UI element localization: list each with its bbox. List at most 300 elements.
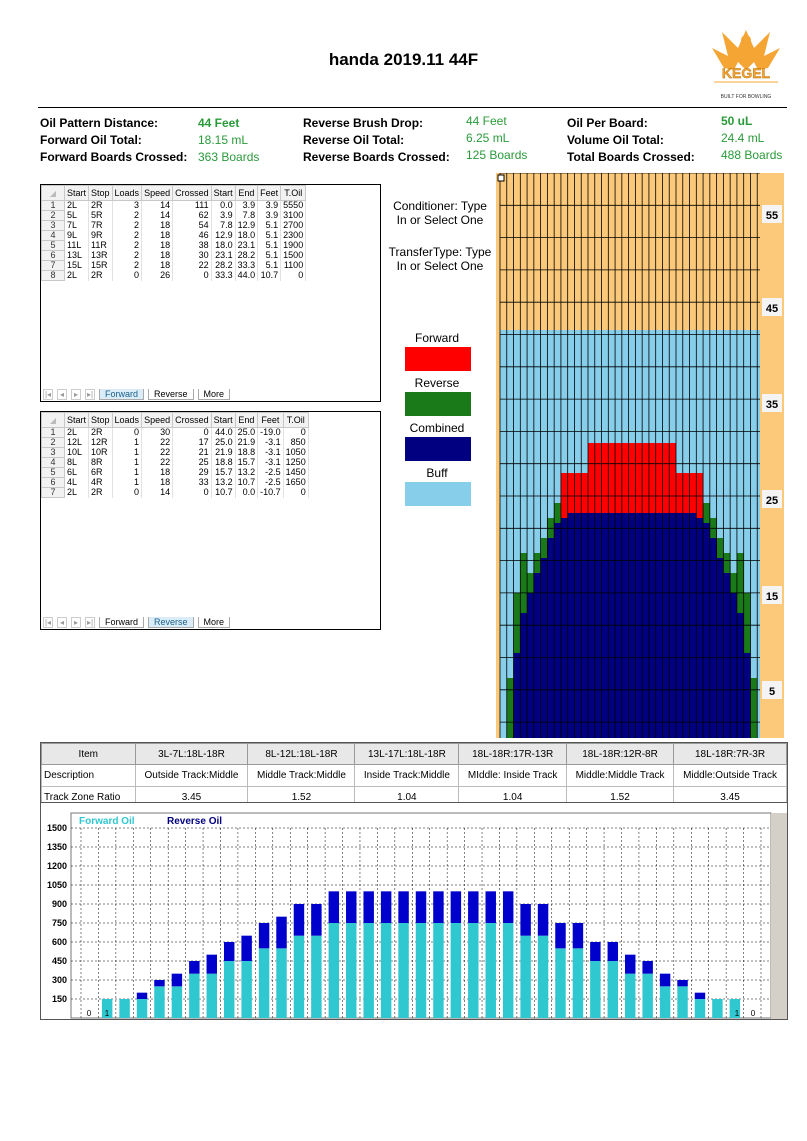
- forward-oil-bar: [276, 948, 286, 1018]
- table-cell[interactable]: 21: [173, 448, 212, 458]
- table-row: [42, 271, 306, 281]
- combined-oil-cell: [554, 523, 561, 738]
- table-cell[interactable]: 33.3: [235, 261, 258, 271]
- table-cell[interactable]: 1: [112, 478, 142, 488]
- table-cell[interactable]: 38: [173, 241, 212, 251]
- column-header[interactable]: Start: [211, 413, 235, 428]
- table-row: [42, 458, 309, 468]
- reverse-sheet[interactable]: [40, 411, 381, 630]
- table-row: [42, 468, 309, 478]
- table-cell[interactable]: 2: [112, 221, 142, 231]
- chart-scrollbar: [771, 813, 787, 1019]
- table-row: [42, 221, 306, 231]
- tab-reverse[interactable]: Reverse: [148, 389, 194, 400]
- column-header[interactable]: Speed: [142, 413, 173, 428]
- table-row: [42, 241, 306, 251]
- reverse-sheet-tabs: [41, 616, 380, 629]
- table-cell[interactable]: 0: [173, 428, 212, 438]
- table-cell[interactable]: -3.1: [258, 438, 284, 448]
- track-zone-table: [40, 742, 788, 810]
- column-header[interactable]: Start: [65, 186, 89, 201]
- column-header[interactable]: Speed: [142, 186, 173, 201]
- table-cell[interactable]: 22: [142, 448, 173, 458]
- table-cell[interactable]: 29: [173, 468, 212, 478]
- table-cell[interactable]: 28.2: [235, 251, 258, 261]
- reverse-oil-bar: [329, 891, 339, 923]
- table-cell[interactable]: 18.0: [235, 231, 258, 241]
- forward-oil-bar: [346, 923, 356, 1018]
- table-cell[interactable]: -2.5: [258, 478, 284, 488]
- column-header[interactable]: Crossed: [173, 186, 212, 201]
- table-cell[interactable]: 5.1: [258, 261, 281, 271]
- forward-oil-bar: [329, 923, 339, 1018]
- table-cell[interactable]: 2: [112, 211, 142, 221]
- next-sheet-icon[interactable]: ▸: [71, 617, 81, 628]
- forward-oil-cell: [696, 473, 703, 518]
- zone-cell: 3.45: [135, 787, 248, 809]
- info-label: Oil Pattern Distance:: [40, 116, 159, 130]
- table-cell[interactable]: 18: [142, 468, 173, 478]
- y-tick-label: 1050: [46, 880, 67, 890]
- info-value: 488 Boards: [721, 148, 783, 162]
- forward-oil-bar: [433, 923, 443, 1018]
- tab-forward[interactable]: Forward: [99, 617, 144, 628]
- table-cell[interactable]: 25.0: [211, 438, 235, 448]
- zone-cell: 1.04: [459, 787, 567, 809]
- table-cell[interactable]: 8L: [65, 458, 89, 468]
- row-number: 4: [42, 458, 65, 468]
- table-cell[interactable]: 3.9: [235, 201, 258, 211]
- legend-forward-oil: Forward Oil: [79, 816, 135, 827]
- info-label: Total Boards Crossed:: [567, 150, 695, 164]
- table-cell[interactable]: 18: [142, 231, 173, 241]
- y-tick-label: 450: [51, 956, 67, 966]
- table-cell[interactable]: 14: [142, 211, 173, 221]
- forward-sheet[interactable]: [40, 184, 381, 402]
- zone-cell: 1.52: [248, 787, 355, 809]
- table-cell[interactable]: 5R: [89, 211, 113, 221]
- table-cell[interactable]: 33.3: [211, 271, 235, 281]
- table-cell[interactable]: 6L: [65, 468, 89, 478]
- reverse-oil-bar: [608, 942, 618, 961]
- table-cell[interactable]: 46: [173, 231, 212, 241]
- table-cell[interactable]: 0: [112, 428, 142, 438]
- table-cell[interactable]: 15.7: [211, 468, 235, 478]
- table-cell[interactable]: 0: [173, 488, 212, 498]
- combined-oil-cell: [534, 573, 541, 738]
- forward-table: [41, 185, 306, 281]
- column-header[interactable]: T.Oil: [283, 413, 308, 428]
- table-cell[interactable]: 18.8: [235, 448, 258, 458]
- table-cell[interactable]: 2: [112, 231, 142, 241]
- info-label: Reverse Oil Total:: [303, 133, 405, 147]
- table-cell[interactable]: 15L: [65, 261, 89, 271]
- table-cell[interactable]: 44.0: [235, 271, 258, 281]
- table-cell[interactable]: 2: [112, 251, 142, 261]
- table-cell[interactable]: 18: [142, 478, 173, 488]
- table-cell[interactable]: 28.2: [211, 261, 235, 271]
- table-cell[interactable]: 2R: [89, 428, 113, 438]
- zone-row: [42, 765, 787, 787]
- forward-oil-cell: [656, 443, 663, 513]
- zone-cell: 1.52: [567, 787, 674, 809]
- table-cell[interactable]: 2R: [89, 201, 113, 211]
- y-tick-label: 150: [51, 994, 67, 1004]
- column-header[interactable]: End: [235, 413, 258, 428]
- table-cell[interactable]: 0: [283, 428, 308, 438]
- column-header[interactable]: Feet: [258, 186, 281, 201]
- reverse-oil-bar: [520, 904, 530, 936]
- table-cell[interactable]: 1: [112, 438, 142, 448]
- table-cell[interactable]: 22: [173, 261, 212, 271]
- y-tick-label: 600: [51, 937, 67, 947]
- column-header[interactable]: Stop: [89, 413, 113, 428]
- reverse-oil-bar: [590, 942, 600, 961]
- forward-oil-bar: [154, 986, 164, 1018]
- table-cell[interactable]: 13.2: [235, 468, 258, 478]
- reverse-oil-bar: [642, 961, 652, 974]
- table-cell[interactable]: 2L: [65, 201, 89, 211]
- baseline-marker: 0: [86, 1009, 92, 1018]
- tab-more[interactable]: More: [198, 389, 231, 400]
- table-cell[interactable]: 5.1: [258, 241, 281, 251]
- info-value: 44 Feet: [466, 114, 507, 128]
- reverse-oil-bar: [137, 993, 147, 999]
- table-cell[interactable]: 2700: [281, 221, 306, 231]
- forward-oil-bar: [259, 948, 269, 1018]
- table-cell[interactable]: -3.1: [258, 448, 284, 458]
- table-cell[interactable]: 10.7: [235, 478, 258, 488]
- table-cell[interactable]: 14: [142, 488, 173, 498]
- legend-label-forward: Forward: [414, 331, 459, 345]
- table-cell[interactable]: 18.8: [211, 458, 235, 468]
- table-cell[interactable]: 1: [112, 448, 142, 458]
- zone-cell: Middle Track:Middle: [248, 765, 355, 787]
- table-row: [42, 478, 309, 488]
- tab-more[interactable]: More: [198, 617, 231, 628]
- reverse-oil-bar: [381, 891, 391, 923]
- column-header[interactable]: Stop: [89, 186, 113, 201]
- y-tick-label: 1200: [46, 861, 67, 871]
- table-cell[interactable]: 3100: [281, 211, 306, 221]
- table-cell[interactable]: 18: [142, 261, 173, 271]
- table-cell[interactable]: 12L: [65, 438, 89, 448]
- forward-oil-cell: [595, 443, 602, 513]
- table-cell[interactable]: 8R: [89, 458, 113, 468]
- table-cell[interactable]: 23.1: [235, 241, 258, 251]
- y-tick-label: 300: [51, 975, 67, 985]
- first-sheet-icon[interactable]: |◂: [44, 390, 52, 399]
- table-cell[interactable]: -19.0: [258, 428, 284, 438]
- forward-oil-bar: [486, 923, 496, 1018]
- prev-sheet-icon[interactable]: ◂: [57, 389, 67, 400]
- table-cell[interactable]: 21.9: [211, 448, 235, 458]
- combined-oil-cell: [541, 558, 548, 738]
- reverse-oil-bar: [276, 917, 286, 949]
- info-label: Oil Per Board:: [567, 116, 648, 130]
- column-header[interactable]: T.Oil: [281, 186, 306, 201]
- table-cell[interactable]: 5L: [65, 211, 89, 221]
- table-cell[interactable]: 111: [173, 201, 212, 211]
- table-cell[interactable]: 13R: [89, 251, 113, 261]
- table-cell[interactable]: 1450: [283, 468, 308, 478]
- table-cell[interactable]: 1: [112, 458, 142, 468]
- table-cell[interactable]: 0.0: [235, 488, 258, 498]
- table-cell[interactable]: 21.9: [235, 438, 258, 448]
- forward-oil-bar: [207, 974, 217, 1018]
- table-row: [42, 438, 309, 448]
- table-cell[interactable]: 22: [142, 458, 173, 468]
- combined-oil-cell: [723, 573, 730, 738]
- row-number: 2: [42, 211, 65, 221]
- reverse-oil-bar: [172, 974, 182, 987]
- logo-brand: KEGEL: [721, 65, 771, 81]
- row-number: 7: [42, 488, 65, 498]
- table-cell[interactable]: 1500: [281, 251, 306, 261]
- table-cell[interactable]: 2: [112, 261, 142, 271]
- table-cell[interactable]: 0: [173, 271, 212, 281]
- table-cell[interactable]: 26: [142, 271, 173, 281]
- table-cell[interactable]: 2300: [281, 231, 306, 241]
- table-cell[interactable]: 9R: [89, 231, 113, 241]
- table-cell[interactable]: 30: [173, 251, 212, 261]
- last-sheet-icon[interactable]: ▸|: [86, 390, 94, 399]
- table-cell[interactable]: 0: [283, 488, 308, 498]
- table-cell[interactable]: 14: [142, 201, 173, 211]
- lane-corner-marker: [498, 175, 504, 181]
- table-cell[interactable]: 18: [142, 221, 173, 231]
- zone-cell: Inside Track:Middle: [355, 765, 459, 787]
- legend-label-combined: Combined: [409, 421, 465, 435]
- forward-oil-bar: [294, 936, 304, 1018]
- distance-label: 25: [765, 495, 779, 507]
- zone-cell: Outside Track:Middle: [135, 765, 248, 787]
- forward-oil-bar: [398, 923, 408, 1018]
- table-row: [42, 251, 306, 261]
- table-cell[interactable]: 62: [173, 211, 212, 221]
- table-row: [42, 488, 309, 498]
- combined-oil-cell: [703, 523, 710, 738]
- combined-oil-cell: [514, 653, 521, 738]
- forward-oil-bar: [520, 936, 530, 1018]
- distance-label: 15: [765, 591, 779, 603]
- combined-oil-cell: [737, 613, 744, 738]
- legend-swatch-reverse: [405, 392, 471, 416]
- table-cell[interactable]: -10.7: [258, 488, 284, 498]
- table-cell[interactable]: 0: [112, 488, 142, 498]
- table-cell[interactable]: 15.7: [235, 458, 258, 468]
- row-number: 3: [42, 221, 65, 231]
- next-sheet-icon[interactable]: ▸: [71, 389, 81, 400]
- forward-oil-bar: [172, 986, 182, 1018]
- combined-oil-cell: [527, 593, 534, 738]
- table-cell[interactable]: 6R: [89, 468, 113, 478]
- table-cell[interactable]: 5.1: [258, 221, 281, 231]
- table-cell[interactable]: 13L: [65, 251, 89, 261]
- combined-oil-cell: [561, 518, 568, 738]
- last-sheet-icon[interactable]: ▸|: [86, 618, 94, 627]
- table-cell[interactable]: 10.7: [211, 488, 235, 498]
- reverse-oil-bar: [660, 974, 670, 987]
- table-cell[interactable]: 1250: [283, 458, 308, 468]
- table-cell[interactable]: 23.1: [211, 251, 235, 261]
- column-header[interactable]: Feet: [258, 413, 284, 428]
- table-cell[interactable]: 3.9: [211, 211, 235, 221]
- table-cell[interactable]: 2L: [65, 428, 89, 438]
- table-cell[interactable]: 44.0: [211, 428, 235, 438]
- table-cell[interactable]: 10R: [89, 448, 113, 458]
- forward-oil-bar: [451, 923, 461, 1018]
- forward-oil-cell: [683, 473, 690, 513]
- table-cell[interactable]: 18.0: [211, 241, 235, 251]
- kegel-logo: [708, 26, 784, 104]
- table-cell[interactable]: 850: [283, 438, 308, 448]
- reverse-table: [41, 412, 309, 498]
- table-cell[interactable]: 2L: [65, 488, 89, 498]
- reverse-oil-bar: [224, 942, 234, 961]
- info-label: Forward Boards Crossed:: [40, 150, 188, 164]
- forward-oil-bar: [311, 936, 321, 1018]
- reverse-oil-bar: [451, 891, 461, 923]
- forward-oil-cell: [602, 443, 609, 513]
- table-cell[interactable]: 2R: [89, 488, 113, 498]
- column-header[interactable]: End: [235, 186, 258, 201]
- table-cell[interactable]: 18: [142, 241, 173, 251]
- table-cell[interactable]: 33: [173, 478, 212, 488]
- table-cell[interactable]: 13.2: [211, 478, 235, 488]
- select-all-corner[interactable]: ◢: [42, 186, 65, 201]
- tab-forward[interactable]: Forward: [99, 389, 144, 400]
- table-cell[interactable]: 0.0: [211, 201, 235, 211]
- table-cell[interactable]: 4R: [89, 478, 113, 488]
- table-cell[interactable]: 5550: [281, 201, 306, 211]
- table-cell[interactable]: 4L: [65, 478, 89, 488]
- table-cell[interactable]: 54: [173, 221, 212, 231]
- table-row: [42, 201, 306, 211]
- combined-oil-cell: [717, 558, 724, 738]
- table-cell[interactable]: 2R: [89, 271, 113, 281]
- table-cell[interactable]: 3: [112, 201, 142, 211]
- forward-oil-bar: [189, 974, 199, 1018]
- table-cell[interactable]: 1650: [283, 478, 308, 488]
- table-cell[interactable]: 12.9: [235, 221, 258, 231]
- forward-oil-bar: [712, 999, 722, 1018]
- table-cell[interactable]: 7R: [89, 221, 113, 231]
- forward-oil-bar: [538, 936, 548, 1018]
- combined-oil-cell: [744, 653, 751, 738]
- reverse-oil-bar: [468, 891, 478, 923]
- forward-oil-bar: [137, 999, 147, 1018]
- reverse-oil-bar: [241, 936, 251, 961]
- table-cell[interactable]: 1050: [283, 448, 308, 458]
- column-header[interactable]: Start: [65, 413, 89, 428]
- table-cell[interactable]: 5.1: [258, 251, 281, 261]
- table-cell[interactable]: 30: [142, 428, 173, 438]
- table-cell[interactable]: 11R: [89, 241, 113, 251]
- info-label: Reverse Boards Crossed:: [303, 150, 450, 164]
- forward-oil-cell: [629, 443, 636, 513]
- column-header[interactable]: Crossed: [173, 413, 212, 428]
- table-cell[interactable]: -3.1: [258, 458, 284, 468]
- table-cell[interactable]: 3.9: [258, 211, 281, 221]
- table-row: [42, 261, 306, 271]
- legend-swatch-buff: [405, 482, 471, 506]
- conditioner-select[interactable]: Conditioner: Type In or Select One: [393, 199, 487, 227]
- column-header[interactable]: Loads: [112, 186, 142, 201]
- column-header[interactable]: Loads: [112, 413, 142, 428]
- row-number: 5: [42, 241, 65, 251]
- forward-oil-cell: [676, 473, 683, 513]
- y-tick-label: 750: [51, 918, 67, 928]
- prev-sheet-icon[interactable]: ◂: [57, 617, 67, 628]
- forward-oil-cell: [690, 473, 697, 513]
- y-tick-label: 900: [51, 899, 67, 909]
- distance-scale: [760, 173, 784, 738]
- transfer-type-select[interactable]: TransferType: Type In or Select One: [388, 245, 492, 273]
- table-cell[interactable]: 15R: [89, 261, 113, 271]
- forward-oil-cell: [615, 443, 622, 513]
- table-cell[interactable]: 7.8: [235, 211, 258, 221]
- table-cell[interactable]: 7.8: [211, 221, 235, 231]
- table-cell[interactable]: 25: [173, 458, 212, 468]
- info-label: Forward Oil Total:: [40, 133, 142, 147]
- select-all-corner[interactable]: ◢: [42, 413, 65, 428]
- tab-reverse[interactable]: Reverse: [148, 617, 194, 628]
- info-value: 50 uL: [721, 114, 753, 128]
- table-cell[interactable]: 17: [173, 438, 212, 448]
- table-cell[interactable]: 1900: [281, 241, 306, 251]
- distance-label: 35: [765, 399, 779, 411]
- forward-oil-bar: [573, 948, 583, 1018]
- combined-oil-cell: [710, 538, 717, 738]
- zone-cell: Middle:Outside Track: [674, 765, 787, 787]
- forward-oil-cell: [561, 473, 568, 518]
- reverse-oil-bar: [311, 904, 321, 936]
- table-cell[interactable]: 1: [112, 468, 142, 478]
- table-cell[interactable]: 0: [281, 271, 306, 281]
- forward-oil-bar: [660, 986, 670, 1018]
- table-cell[interactable]: 9L: [65, 231, 89, 241]
- forward-oil-cell: [669, 443, 676, 513]
- table-cell[interactable]: 11L: [65, 241, 89, 251]
- table-cell[interactable]: 1100: [281, 261, 306, 271]
- table-cell[interactable]: 10.7: [258, 271, 281, 281]
- column-header[interactable]: Start: [211, 186, 235, 201]
- table-cell[interactable]: 2: [112, 241, 142, 251]
- table-cell[interactable]: 18: [142, 251, 173, 261]
- reverse-oil-bar: [207, 955, 217, 974]
- table-cell[interactable]: 12.9: [211, 231, 235, 241]
- reverse-oil-bar: [398, 891, 408, 923]
- table-cell[interactable]: 2L: [65, 271, 89, 281]
- table-cell[interactable]: 3.9: [258, 201, 281, 211]
- reverse-oil-bar: [416, 891, 426, 923]
- first-sheet-icon[interactable]: |◂: [44, 618, 52, 627]
- zone-cell: MIddle: Inside Track: [459, 765, 567, 787]
- row-number: 4: [42, 231, 65, 241]
- table-cell[interactable]: 0: [112, 271, 142, 281]
- zone-header: Item: [42, 744, 136, 765]
- baseline-marker: 0: [750, 1009, 756, 1018]
- row-number: 5: [42, 468, 65, 478]
- table-cell[interactable]: 10L: [65, 448, 89, 458]
- table-cell[interactable]: 7L: [65, 221, 89, 231]
- table-cell[interactable]: -2.5: [258, 468, 284, 478]
- table-cell[interactable]: 5.1: [258, 231, 281, 241]
- table-cell[interactable]: 22: [142, 438, 173, 448]
- table-cell[interactable]: 25.0: [235, 428, 258, 438]
- table-cell[interactable]: 12R: [89, 438, 113, 448]
